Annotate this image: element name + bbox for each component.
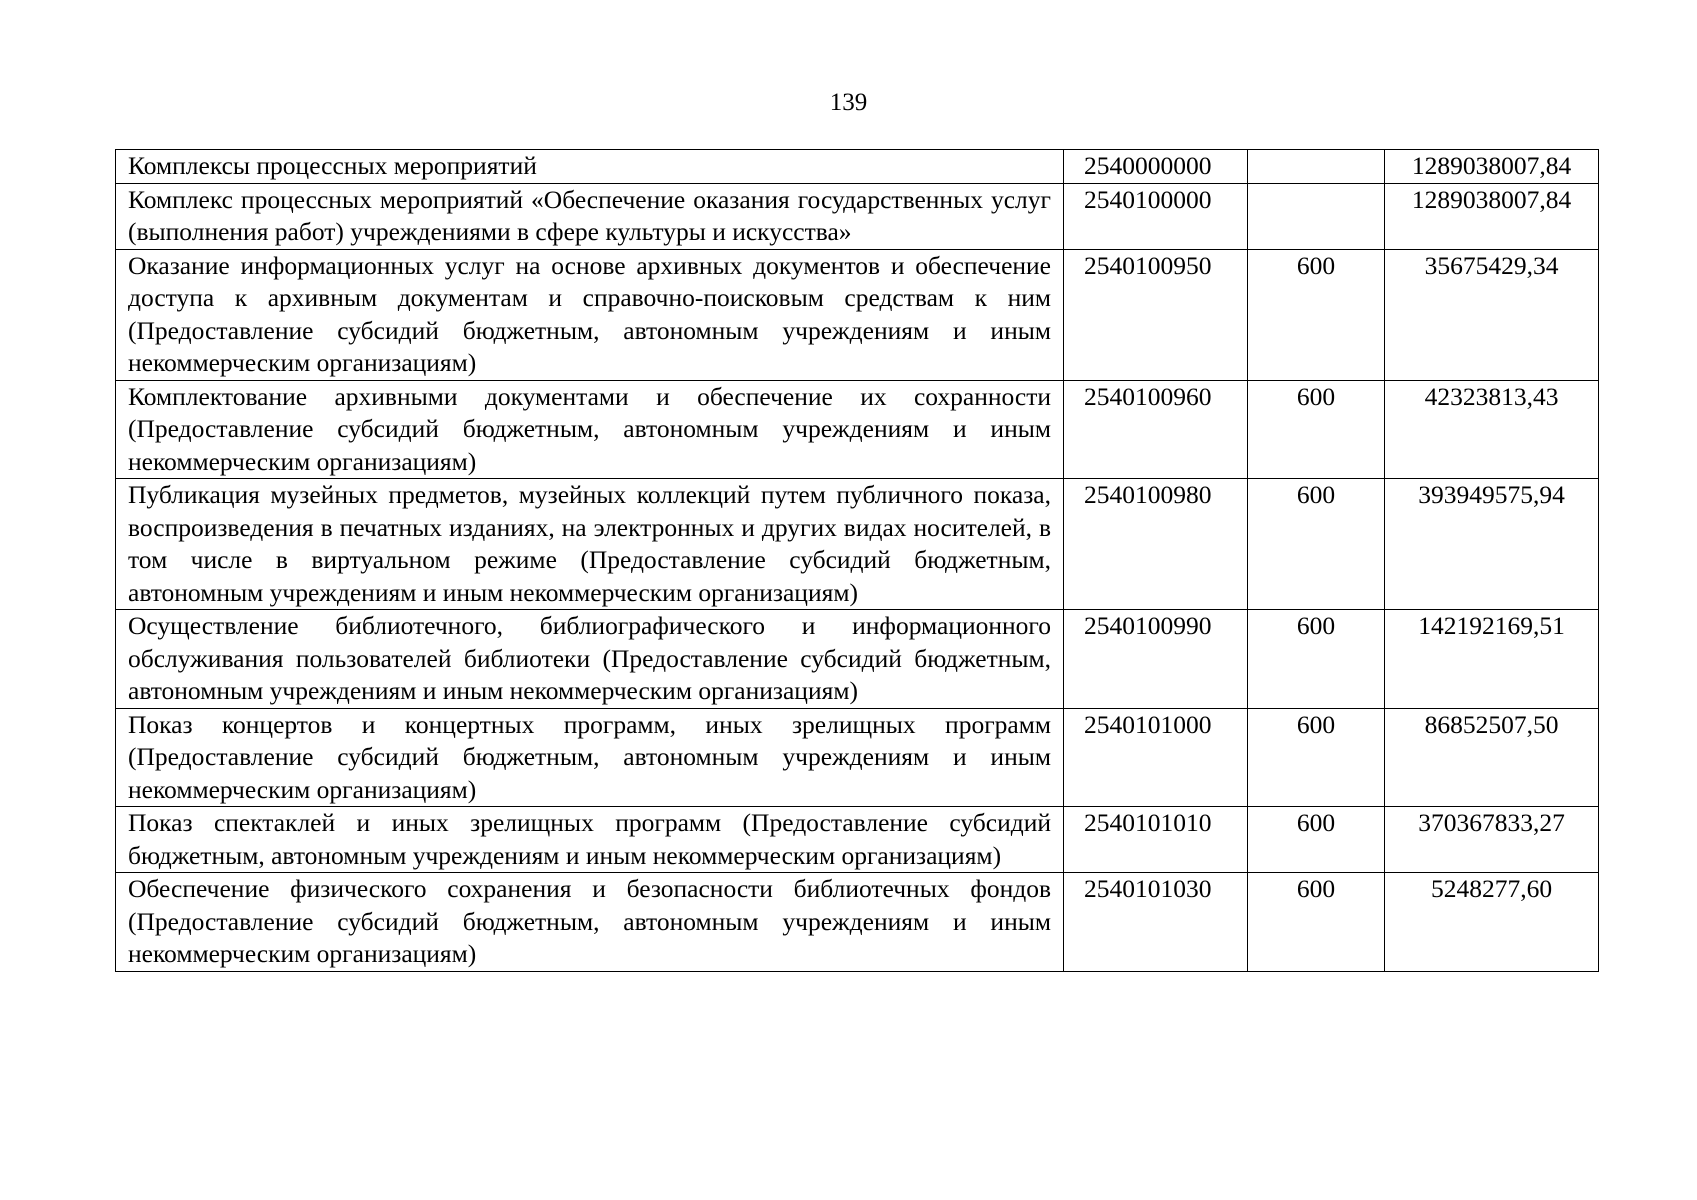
row-name: Комплексы процессных мероприятий — [116, 150, 1064, 184]
table-row — [116, 807, 1599, 873]
table-row — [116, 610, 1599, 709]
row-sum: 1289038007,84 — [1385, 150, 1599, 184]
budget-table — [115, 149, 1599, 972]
row-name: Публикация музейных предметов, музейных коллекций путем публичного показа, воспроизведения в печатных изданиях, на электронных и других видах носителей, в том числе в виртуальном режиме (Предоставление субсидий бюджетным, автономным учреждениям и иным некоммерческим организациям) — [116, 479, 1064, 610]
table-row — [116, 249, 1599, 380]
row-target-code: 2540101010 — [1064, 807, 1248, 873]
row-sum: 142192169,51 — [1385, 610, 1599, 709]
row-target-code: 2540100990 — [1064, 610, 1248, 709]
row-expense-type: 600 — [1248, 479, 1385, 610]
table-row — [116, 380, 1599, 479]
row-expense-type — [1248, 183, 1385, 249]
row-target-code: 2540100980 — [1064, 479, 1248, 610]
row-sum: 370367833,27 — [1385, 807, 1599, 873]
row-sum: 1289038007,84 — [1385, 183, 1599, 249]
row-name: Показ концертов и концертных программ, иных зрелищных программ (Предоставление субсидий бюджетным, автономным учреждениям и иным некоммерческим организациям) — [116, 708, 1064, 807]
row-target-code: 2540101000 — [1064, 708, 1248, 807]
table-row — [116, 708, 1599, 807]
row-name: Показ спектаклей и иных зрелищных программ (Предоставление субсидий бюджетным, автономным учреждениям и иным некоммерческим организациям) — [116, 807, 1064, 873]
row-name: Осуществление библиотечного, библиографического и информационного обслуживания пользователей библиотеки (Предоставление субсидий бюджетным, автономным учреждениям и иным некоммерческим организациям) — [116, 610, 1064, 709]
row-sum: 393949575,94 — [1385, 479, 1599, 610]
row-name: Оказание информационных услуг на основе архивных документов и обеспечение доступа к архивным документам и справочно-поисковым средствам к ним (Предоставление субсидий бюджетным, автономным учреждениям и иным некоммерческим организациям) — [116, 249, 1064, 380]
row-expense-type: 600 — [1248, 708, 1385, 807]
row-expense-type: 600 — [1248, 610, 1385, 709]
row-expense-type — [1248, 150, 1385, 184]
table-row — [116, 150, 1599, 184]
row-target-code: 2540000000 — [1064, 150, 1248, 184]
row-target-code: 2540101030 — [1064, 873, 1248, 972]
row-sum: 86852507,50 — [1385, 708, 1599, 807]
row-sum: 42323813,43 — [1385, 380, 1599, 479]
table-row — [116, 183, 1599, 249]
row-expense-type: 600 — [1248, 873, 1385, 972]
table-row — [116, 479, 1599, 610]
row-name: Комплекс процессных мероприятий «Обеспечение оказания государственных услуг (выполнения работ) учреждениями в сфере культуры и искусства» — [116, 183, 1064, 249]
row-expense-type: 600 — [1248, 807, 1385, 873]
row-target-code: 2540100960 — [1064, 380, 1248, 479]
row-target-code: 2540100000 — [1064, 183, 1248, 249]
row-name: Комплектование архивными документами и обеспечение их сохранности (Предоставление субсидий бюджетным, автономным учреждениям и иным некоммерческим организациям) — [116, 380, 1064, 479]
row-expense-type: 600 — [1248, 380, 1385, 479]
row-name: Обеспечение физического сохранения и безопасности библиотечных фондов (Предоставление субсидий бюджетным, автономным учреждениям и иным некоммерческим организациям) — [116, 873, 1064, 972]
row-sum: 5248277,60 — [1385, 873, 1599, 972]
row-target-code: 2540100950 — [1064, 249, 1248, 380]
table-row — [116, 873, 1599, 972]
page-number: 139 — [829, 89, 868, 116]
row-sum: 35675429,34 — [1385, 249, 1599, 380]
row-expense-type: 600 — [1248, 249, 1385, 380]
